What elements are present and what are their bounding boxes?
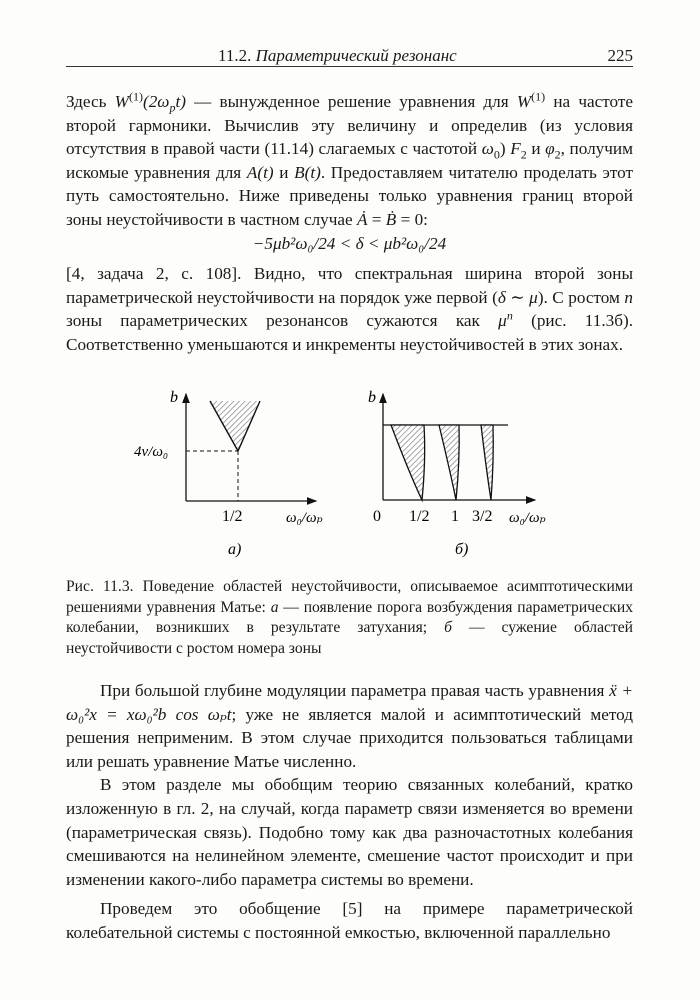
inequality-formula: −5μb²ω₀/24 < δ < μb²ω₀/24 [252,233,447,253]
paragraph-1: Здесь $W^{(1)}(2\omega_pt)$ — вынужденное решение уравнения для $W^{(1)}$ на частоте второй гармоники. Вычислив эту величину и определив (из условия отсутствия в правой части (11.14) слагаемых с частотой $\omega_0$) $F_2$ и $\varphi_2$, получим искомые уравнения для A(t) и B(t). Предоставляем читателю проделать этот путь самостоятельно. Ниже приведены только уравнения границ второй зоны неустойчивости в частном случае Ȧ = Ḃ = 0: −5μb²ω₀/24 < δ < μb²ω₀/24 [66,90,633,255]
section-heading: 11.2. Параметрический резонанс [218,46,457,65]
panel-label: а) [228,541,242,558]
figure-b [355,380,575,560]
paragraph-4: В этом разделе мы обобщим теорию связанных колебаний, кратко изложенную в гл. 2, на случай, когда параметр связи изменяется во времени (параметрическая связь). Подобно тому как два разночастотных колебания смешиваются на нелинейном элементе, смешение частот происходит и при изменении какого-либо параметра системы во времени. [66,775,633,889]
figure-caption: Рис. 11.3. Поведение областей неустойчивости, описываемое асимптотическими решениями уравнения Матье: а — появление порога возбуждения параметрических колебании, возникших в результате затухания; б — сужение областей неустойчивости с ростом номера зоны [66,578,633,657]
instability-zone-3 [481,425,493,500]
instability-zone-2 [439,425,459,500]
paragraph-5: Проведем это обобщение [5] на примере параметрической колебательной системы с постоянной емкостью, включенной параллельно [66,899,633,942]
x-tick-label: 1/2 [409,508,430,525]
instability-region [210,401,260,451]
y-axis-label: b [170,389,178,406]
x-tick-label: 0 [373,508,381,525]
x-tick-label: 3/2 [472,508,493,525]
x-tick-label: 1 [451,508,459,525]
panel-label: б) [455,541,469,558]
instability-zone-1 [391,425,425,500]
x-axis-label: ω₀/ωₚ [509,510,546,526]
paragraph-2: [4, задача 2, с. 108]. Видно, что спектральная ширина второй зоны параметрической неустойчивости на порядок уже первой (δ ∼ μ). С ростом n зоны параметрических резонансов сужаются как $\mu^n$ (рис. 11.3б). Соответственно уменьшаются и инкременты неустойчивостей в этих зонах. [66,264,633,354]
y-tick-label: 4ν/ω₀ [134,444,169,460]
x-axis-label: ω₀/ωₚ [286,510,323,526]
x-tick-label: 1/2 [222,508,243,525]
paragraph-3: При большой глубине модуляции параметра правая часть уравнения ẍ + ω₀²x = xω₀²b cos ωₚt; уже не является малой и асимптотический метод решения неприменим. В этом случае приходится пользоваться таблицами или решать уравнение Матье численно. В этом разделе мы обобщим теорию связанных колебаний, кратко изложенную в гл. 2, на случай, когда параметр связи изменяется во времени (параметрическая связь). Подобно тому как два разночастотных колебания смешиваются на нелинейном элементе, смешение частот происходит и при изменении какого-либо параметра системы во времени. Проведем это обобщение [5] на примере параметрической колебательной системы с постоянной емкостью, включенной параллельно [66,679,633,945]
figure-a [130,380,340,560]
y-axis-label: b [368,389,376,406]
running-header [66,44,633,67]
page-number: 225 [607,46,633,65]
